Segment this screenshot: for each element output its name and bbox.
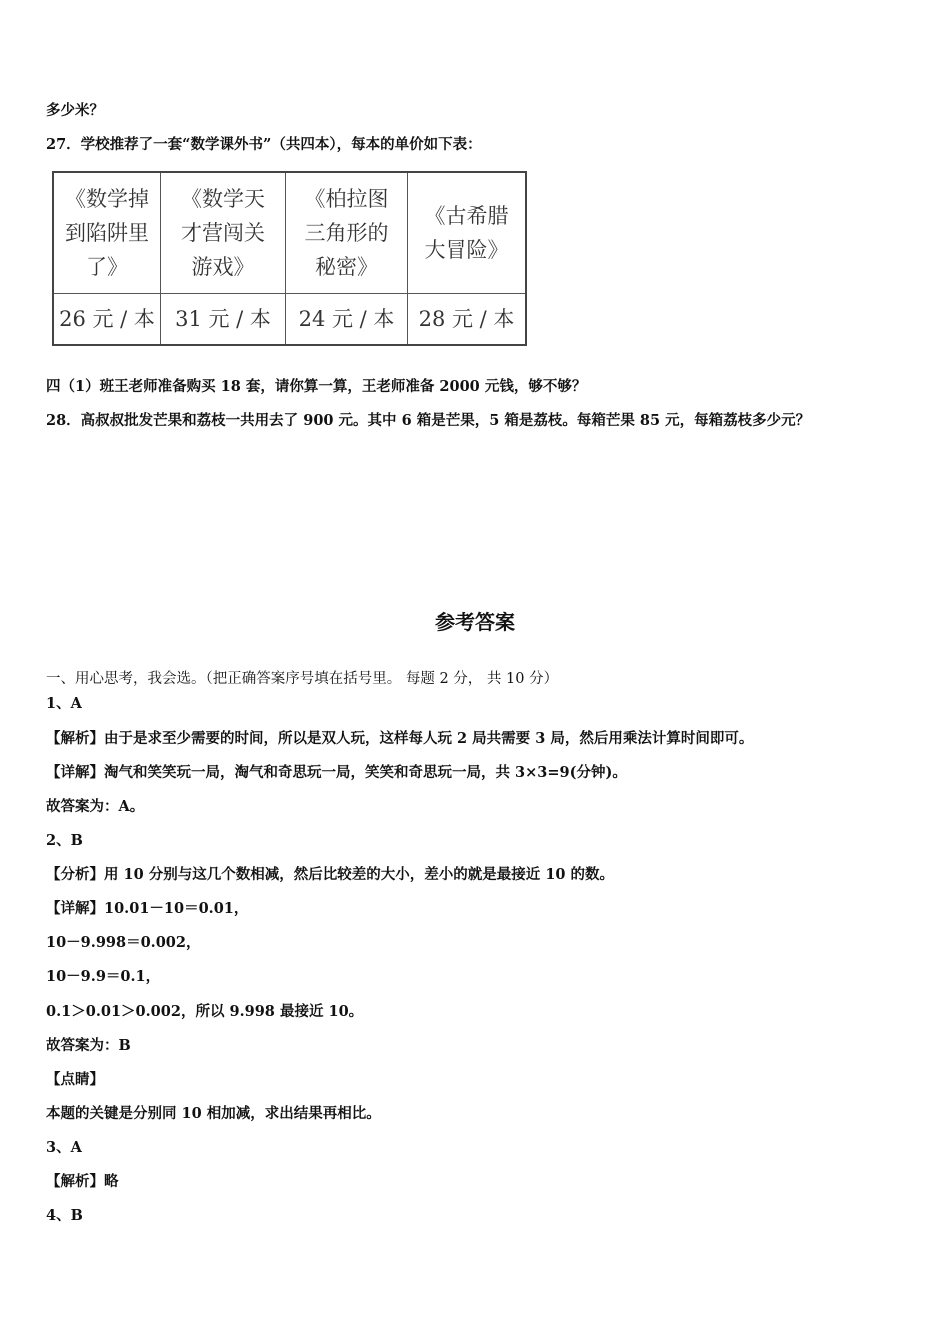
book-name-cell: 《柏拉图三角形的秘密》 — [286, 172, 408, 294]
answer-line: 10－9.998＝0.002， — [46, 934, 201, 951]
answer-line: 3、A — [46, 1139, 82, 1156]
q28-text: 28．高叔叔批发芒果和荔枝一共用去了 900 元。其中 6 箱是芒果，5 箱是荔枝。每箱芒果 85 元，每箱荔枝多少元？ — [46, 412, 811, 429]
answer-line: 故答案为：A。 — [46, 798, 145, 815]
answer-line: 【解析】略 — [46, 1173, 119, 1190]
answer-line: 10－9.9＝0.1， — [46, 968, 161, 985]
answer-line: 【解析】由于是求至少需要的时间，所以是双人玩，这样每人玩 2 局共需要 3 局，然后用乘法计算时间即可。 — [46, 730, 754, 747]
answer-line: 本题的关键是分别同 10 相加减，求出结果再相比。 — [46, 1105, 381, 1122]
q27-text: 27．学校推荐了一套“数学课外书”（共四本），每本的单价如下表： — [46, 136, 482, 153]
book-price-cell: 26 元 / 本 — [53, 294, 161, 346]
q26-tail: 多少米？ — [46, 102, 104, 119]
book-name-cell: 《数学掉到陷阱里了》 — [53, 172, 161, 294]
book-price-table — [52, 171, 527, 346]
answer-line: 2、B — [46, 832, 83, 849]
book-name-cell: 《数学天才营闯关游戏》 — [161, 172, 286, 294]
answer-line: 【详解】10.01－10＝0.01， — [46, 900, 249, 917]
answer-line: 故答案为：B — [46, 1037, 131, 1054]
section-heading: 一、用心思考，我会选。（把正确答案序号填在括号里。 每题 2 分， 共 10 分） — [46, 671, 559, 687]
answer-line: 4、B — [46, 1207, 83, 1224]
answer-line: 0.1＞0.01＞0.002，所以 9.998 最接近 10。 — [46, 1003, 364, 1020]
book-price-cell: 31 元 / 本 — [161, 294, 286, 346]
book-name-cell: 《古希腊大冒险》 — [408, 172, 527, 294]
book-price-cell: 24 元 / 本 — [286, 294, 408, 346]
answer-line: 【点睛】 — [46, 1071, 104, 1088]
q27-question: 四（1）班王老师准备购买 18 套，请你算一算，王老师准备 2000 元钱，够不够？ — [46, 378, 587, 395]
answers-title: 参考答案 — [435, 610, 515, 634]
book-price-cell: 28 元 / 本 — [408, 294, 527, 346]
answer-line: 1、A — [46, 695, 82, 712]
answer-line: 【分析】用 10 分别与这几个数相减，然后比较差的大小，差小的就是最接近 10 的数。 — [46, 866, 615, 883]
answer-line: 【详解】淘气和笑笑玩一局，淘气和奇思玩一局，笑笑和奇思玩一局，共 3×3=9(分钟)。 — [46, 764, 627, 781]
